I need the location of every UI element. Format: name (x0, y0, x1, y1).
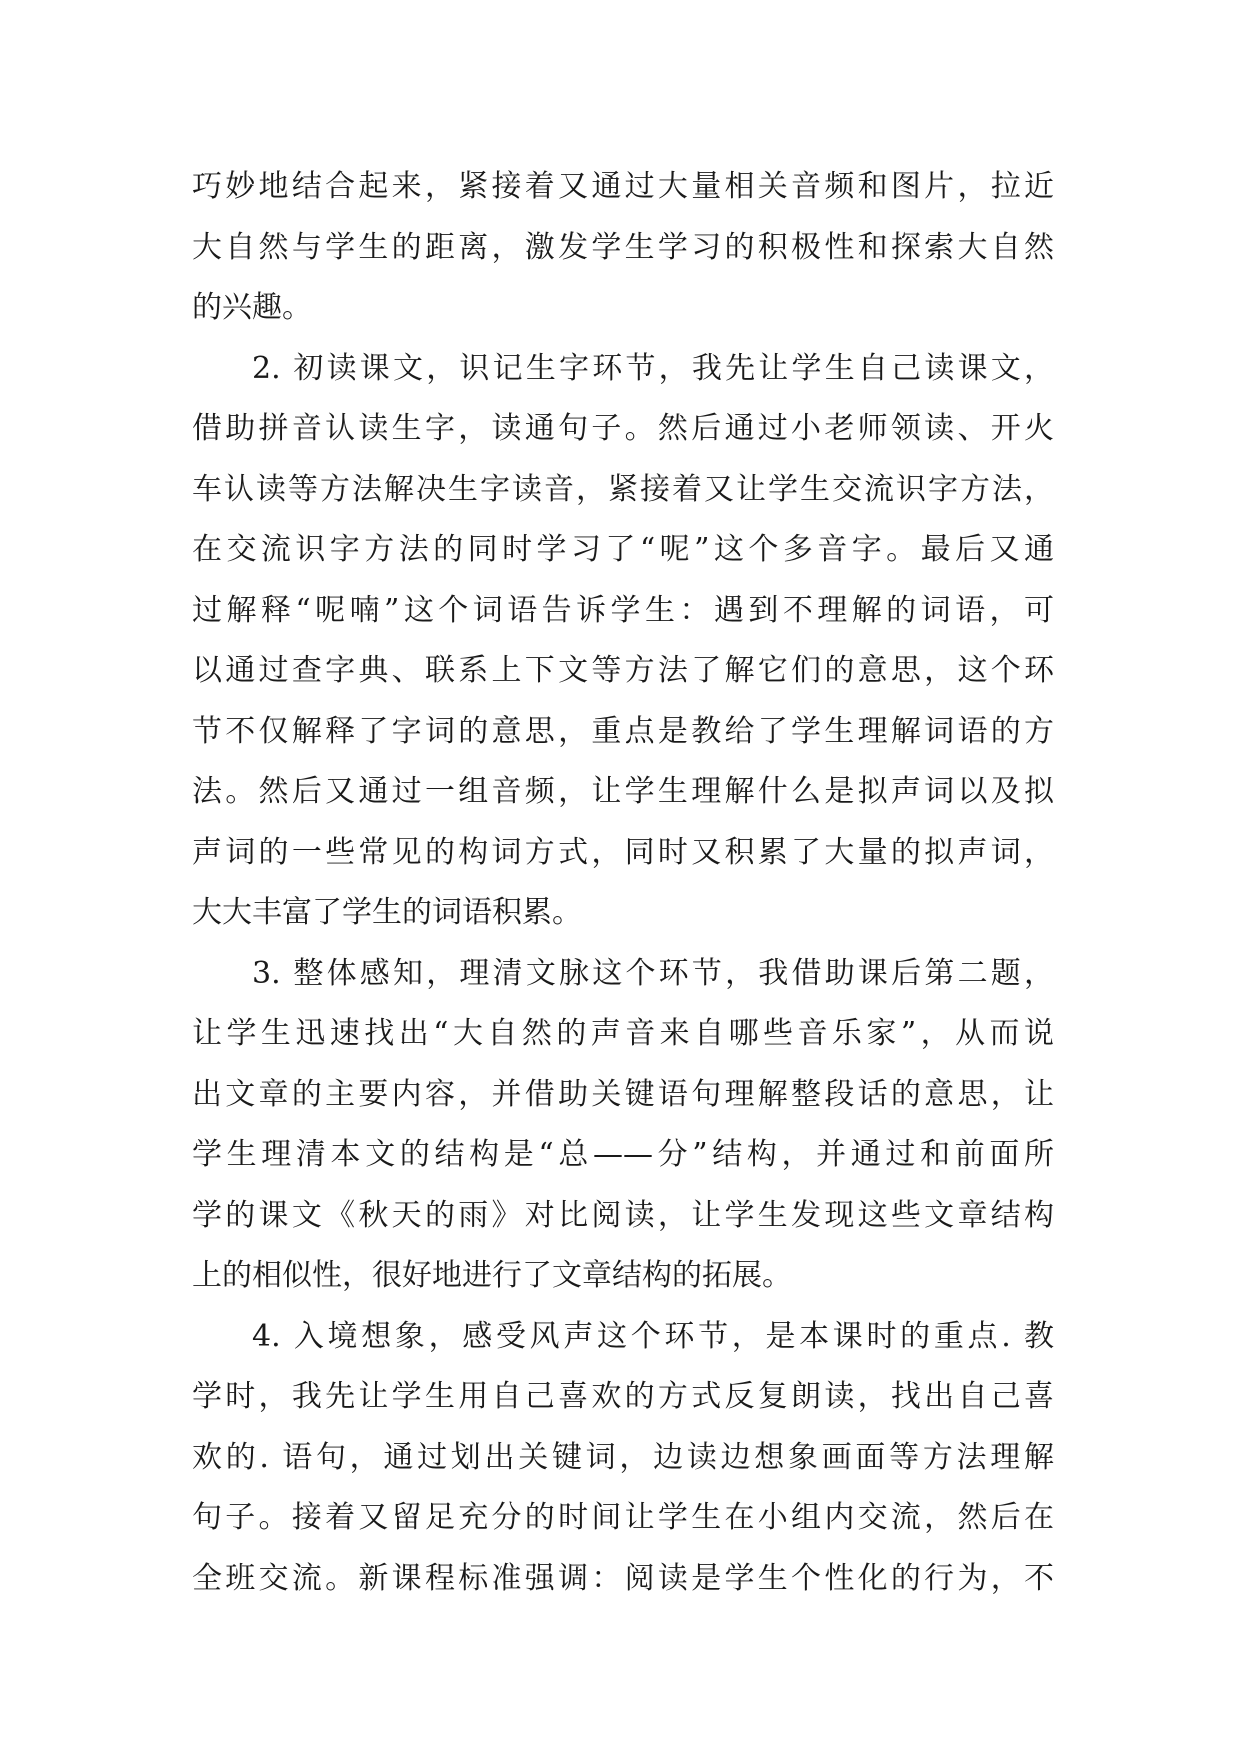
text-line: 句子。接着又留足充分的时间让学生在小组内交流，然后在 (192, 1500, 1054, 1535)
text-line: 巧妙地结合起来，紧接着又通过大量相关音频和图片，拉近 (192, 169, 1054, 204)
text-line: 在交流识字方法的同时学习了“呢”这个多音字。最后又通 (192, 532, 1054, 567)
text-line: 2. 初读课文，识记生字环节，我先让学生自己读课文， (252, 350, 1054, 386)
text-line: 学生理清本文的结构是“总——分”结构，并通过和前面所 (192, 1137, 1054, 1172)
text-line: 大自然与学生的距离，激发学生学习的积极性和探索大自然 (192, 229, 1054, 265)
text-line: 过解释“呢喃”这个词语告诉学生：遇到不理解的词语，可 (192, 592, 1054, 628)
text-line: 让学生迅速找出“大自然的声音来自哪些音乐家”，从而说 (192, 1016, 1054, 1051)
text-line: 以通过查字典、联系上下文等方法了解它们的意思，这个环 (192, 653, 1054, 688)
text-line: 3. 整体感知，理清文脉这个环节，我借助课后第二题， (252, 955, 1054, 991)
text-line: 学的课文《秋天的雨》对比阅读，让学生发现这些文章结构 (192, 1197, 1054, 1233)
text-line: 欢的. 语句，通过划出关键词，边读边想象画面等方法理解 (192, 1439, 1054, 1475)
text-line: 的兴趣。 (192, 290, 312, 325)
text-line: 声词的一些常见的构词方式，同时又积累了大量的拟声词， (192, 834, 1054, 870)
text-line: 学时，我先让学生用自己喜欢的方式反复朗读，找出自己喜 (192, 1379, 1054, 1414)
text-line: 出文章的主要内容，并借助关键语句理解整段话的意思，让 (192, 1076, 1054, 1112)
text-line: 大大丰富了学生的词语积累。 (192, 895, 582, 930)
text-line: 4. 入境想象，感受风声这个环节，是本课时的重点. 教 (252, 1318, 1054, 1354)
text-line: 车认读等方法解决生字读音，紧接着又让学生交流识字方法， (192, 471, 1054, 507)
text-line: 节不仅解释了字词的意思，重点是教给了学生理解词语的方 (192, 713, 1054, 749)
text-line: 法。然后又通过一组音频，让学生理解什么是拟声词以及拟 (192, 774, 1054, 809)
text-line: 全班交流。新课程标准强调：阅读是学生个性化的行为，不 (192, 1560, 1054, 1596)
text-line: 借助拼音认读生字，读通句子。然后通过小老师领读、开火 (192, 411, 1054, 446)
text-line: 上的相似性，很好地进行了文章结构的拓展。 (192, 1258, 792, 1293)
document-body (192, 157, 1054, 1609)
